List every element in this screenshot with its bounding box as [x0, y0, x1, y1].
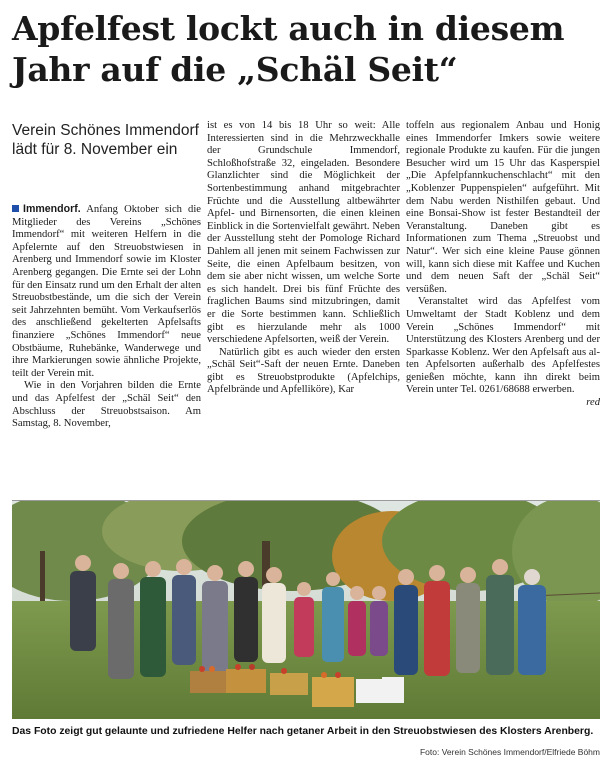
- headline-line-2: Jahr auf die „Schäl Seit“: [12, 50, 458, 89]
- photo-credit: Foto: Verein Schönes Immendorf/Elfriede Böhm: [419, 747, 600, 757]
- photo-caption: Das Foto zeigt gut gelaunte und zufriedene Helfer nach getaner Arbeit in den Streuobstwiesen des Klosters Arenberg.: [12, 726, 594, 737]
- headline-line-1: Apfelfest lockt auch in diesem: [12, 9, 565, 48]
- dateline-square-icon: [12, 205, 19, 212]
- paragraph: Natürlich gibt es auch wieder den ersten „Schäl Seit“-Saft der neuen Ernte. Daneben gibt es Streuobstprodukte (Apfelchips, Apfelbrände und Apfelliköre), Kar: [207, 346, 400, 396]
- article-column-2: [207, 120, 400, 397]
- group-photo: [12, 500, 600, 719]
- subheadline: Verein Schönes Immendorf lädt für 8. November ein: [12, 122, 199, 158]
- dateline: Immendorf.: [23, 203, 81, 215]
- paragraph: [12, 203, 201, 380]
- headline: [12, 8, 602, 90]
- paragraph: toffeln aus regionalem Anbau und Honig eines Immendorfer Imkers sowie weitere regionale Produkte zu kaufen. Für die jungen Besucher wird um 15 Uhr das Kasperspiel „Die Apfelpfannkuchenschlacht“ mit den „Koblenzer Puppenspielen“ aufgeführt. Mit dem Nabu werden Nisthilfen gebaut. Und eine Bonsai-Show ist fester Bestandteil der Veranstaltung. Daneben gibt es Informationen zum Thema „Streuobst und Natur“. Wer sich eine kleine Pause gönnen will, kann sich diese mit Kaffee und Kuchen und dem neuen Saft der „Schäl Seit“ versüßen.: [406, 120, 600, 295]
- author-signature: red: [586, 397, 600, 409]
- paragraph: Wie in den Vorjahren bilden die Ernte und das Apfelfest der „Schäl Seit“ den Abschluss der Streuobstsaison. Am Samstag, 8. November,: [12, 380, 201, 430]
- paragraph-text: Anfang Oktober sich die Mitglieder des Vereins „Schönes Immendorf“ mit weiteren Helfern in die Apfelernte auf den Streuobstwiesen in Arenberg und Immendorf sowie im Kloster Arenberg gegangen. Die Ernte sei der Lohn für den Einsatz rund um den Erhalt der alten Streuobstbestände, um die sich der Verein seit Jahrzehnten bemüht. Vom Verkaufserlös des anschließend gekelterten Apfelsafts finanziere „Schönes Immendorf“ neue Obstbäume, Ruhebänke, Wanderwege und ihre Markierungen sowie ähnliche Projekte, teilt der Verein mit.: [12, 204, 201, 379]
- paragraph: ist es von 14 bis 18 Uhr so weit: Alle Interessierten sind in die Mehrzweckhalle der Grundschule Immendorf, Schloßhofstraße 32, eingeladen. Besondere Glanzlichter sind die Möglichkeit der Sortenbestimmung anhand mitgebrachter Früchte und die Ausstellung altbewährter Apfel- und Birnensorten, die einen kleinen Einblick in die Sortenvielfalt gewährt. Neben der Ausstellung steht der Pomologe Richard Dahlem all jenen mit seinem Fachwissen zur Seite, die einen Apfelbaum besitzen, von dem sie aber nicht wissen, um welche Sorte es sich handelt. Drei bis fünf Früchte des fraglichen Baums sind mitzubringen, damit er die Sorte bestimmen kann. Schließlich gibt es hierzulande mehr als 1000 verschiedene Apfelsorten, weiß der Verein.: [207, 120, 400, 346]
- orchard-photo-illustration: [12, 501, 600, 719]
- article-column-3: [406, 120, 600, 410]
- paragraph: [406, 296, 600, 409]
- article-column-1: [12, 203, 201, 431]
- paragraph-text: Veranstaltet wird das Apfelfest vom Umweltamt der Stadt Koblenz und dem Verein „Schönes Immendorf“ mit Unterstützung des Klosters Arenberg und der Sparkasse Koblenz. Wer den Apfelsaft aus alten Apfelsorten außerhalb des Apfelfestes genießen möchte, kann ihn direkt beim Verein unter Tel. 0261/68688 erwerben.: [406, 296, 600, 396]
